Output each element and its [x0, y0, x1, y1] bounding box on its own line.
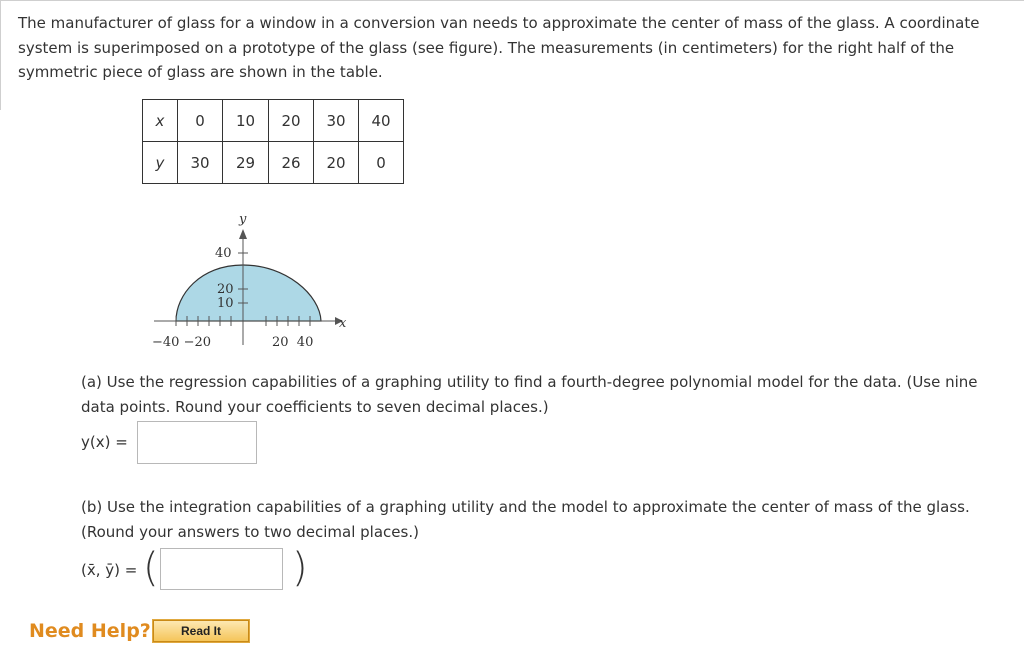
problem-statement: The manufacturer of glass for a window in a conversion van needs to approximate the center of mass of the glass. A coordinate system is superimposed on a prototype of the glass (see figure). The measurements (in centimeters) for the right half of the symmetric piece of glass are shown in the table. — [18, 14, 980, 81]
x-tick-labels-positive: 20 40 — [272, 335, 314, 350]
part-b-answer-input[interactable] — [160, 548, 283, 590]
y-axis-arrow — [239, 229, 247, 239]
table-cell: 0 — [359, 142, 404, 184]
table-cell: 0 — [178, 100, 223, 142]
part-a-label: y(x) = — [81, 433, 128, 451]
y-tick-label: 10 — [217, 296, 234, 311]
glass-figure — [140, 205, 360, 355]
part-b-label: (x̄, ȳ) = — [81, 561, 138, 579]
need-help-title: Need Help? — [29, 620, 151, 642]
y-axis-label: y — [239, 212, 247, 227]
table-cell: 26 — [269, 142, 314, 184]
y-tick-label: 40 — [215, 246, 232, 261]
part-b-instructions: (b) Use the integration capabilities of a graphing utility and the model to approximate the center of mass of the glass. (Round your answers to two decimal places.) — [81, 498, 970, 541]
table-header-x: x — [143, 100, 178, 142]
close-paren: ) — [292, 545, 308, 591]
table-cell: 29 — [223, 142, 269, 184]
part-a-answer-input[interactable] — [137, 421, 257, 464]
data-table — [142, 99, 404, 184]
table-row-x — [143, 100, 404, 142]
read-it-button[interactable]: Read It — [153, 620, 249, 642]
top-divider — [0, 0, 1024, 6]
part-a-instructions: (a) Use the regression capabilities of a graphing utility to find a fourth-degree polynomial model for the data. (Use nine data points. Round your coefficients to seven decimal places.) — [81, 373, 978, 416]
table-header-y: y — [143, 142, 178, 184]
x-tick-labels-negative: −40 −20 — [152, 335, 212, 350]
open-paren: ( — [143, 545, 159, 591]
x-axis-label: x — [339, 316, 347, 331]
table-cell: 10 — [223, 100, 269, 142]
table-row-y — [143, 142, 404, 184]
table-cell: 30 — [178, 142, 223, 184]
glass-region — [176, 265, 321, 321]
table-cell: 20 — [269, 100, 314, 142]
table-cell: 40 — [359, 100, 404, 142]
table-cell: 20 — [314, 142, 359, 184]
left-divider — [0, 0, 1, 110]
y-tick-label: 20 — [217, 282, 234, 297]
table-cell: 30 — [314, 100, 359, 142]
